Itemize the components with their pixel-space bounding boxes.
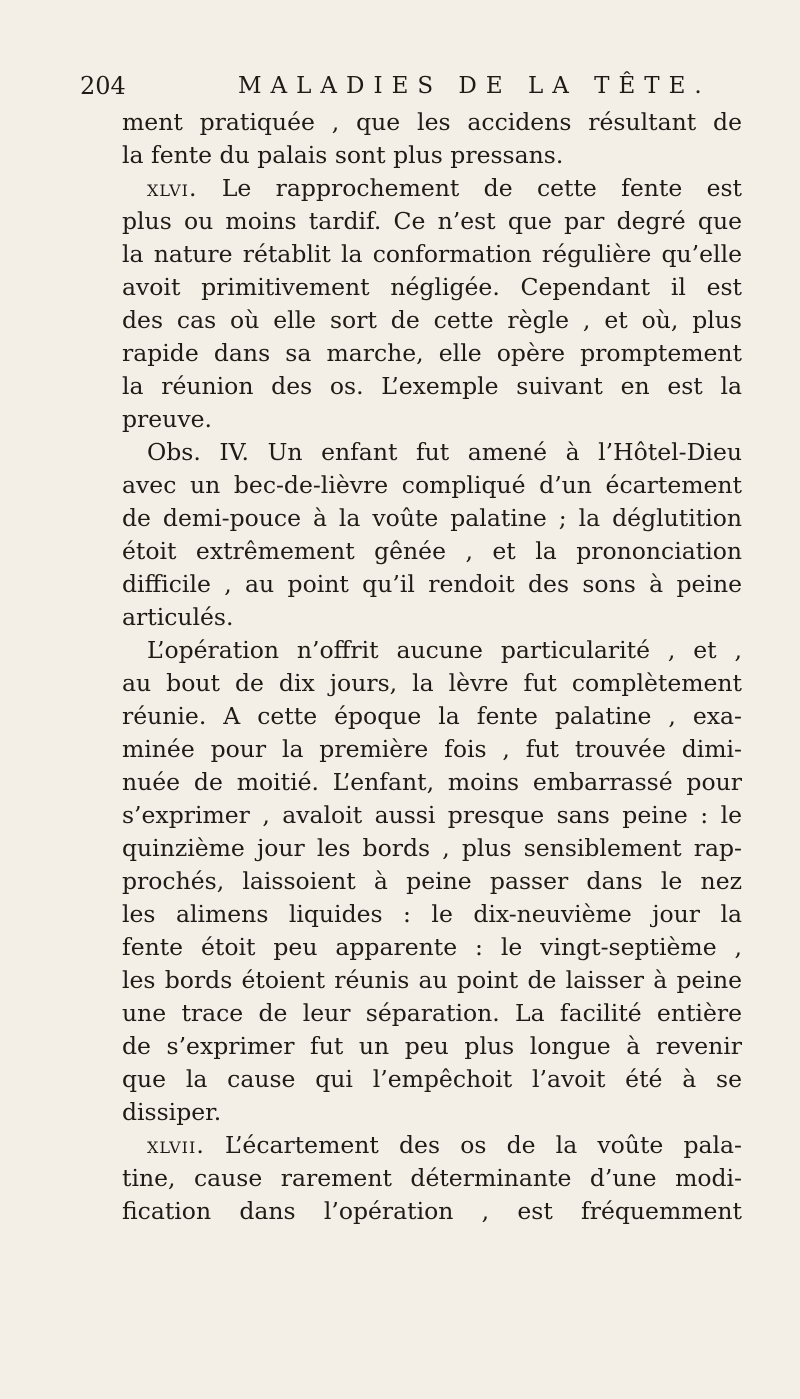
text-line: les alimens liquides : le dix-neuvième jour la xyxy=(122,900,742,928)
text-line: avec un bec-de-lièvre compliqué d’un écartement xyxy=(122,471,742,499)
text-line: que la cause qui l’empêchoit l’avoit été à se xyxy=(122,1065,742,1093)
text-line: ment pratiquée , que les accidens résultant de xyxy=(122,108,742,136)
text-line: la réunion des os. L’exemple suivant en est la xyxy=(122,372,742,400)
text-line: des cas où elle sort de cette règle , et où, plus xyxy=(122,306,742,334)
section-text: Le rapprochement de cette fente est xyxy=(221,174,742,202)
text-line: de demi-pouce à la voûte palatine ; la déglutition xyxy=(122,504,742,532)
text-line: tine, cause rarement déterminante d’une modi- xyxy=(122,1164,742,1192)
observation-line: Obs. IV. Un enfant fut amené à l’Hôtel-Dieu xyxy=(147,438,742,466)
section-number: xlvii. xyxy=(147,1131,205,1159)
text-line: difficile , au point qu’il rendoit des sons à peine xyxy=(122,570,742,598)
text-line: L’opération n’offrit aucune particularité , et , xyxy=(147,636,742,664)
running-title: MALADIES DE LA TÊTE. xyxy=(238,73,711,99)
text-line: quinzième jour les bords , plus sensiblement rap- xyxy=(122,834,742,862)
text-line: fication dans l’opération , est fréquemment xyxy=(122,1197,742,1225)
text-line: une trace de leur séparation. La facilité entière xyxy=(122,999,742,1027)
section-number: xlvi. xyxy=(147,174,198,202)
text-line: avoit primitivement négligée. Cependant il est xyxy=(122,273,742,301)
text-line: de s’exprimer fut un peu plus longue à revenir xyxy=(122,1032,742,1060)
text-line: plus ou moins tardif. Ce n’est que par degré que xyxy=(122,207,742,235)
text-line: nuée de moitié. L’enfant, moins embarrassé pour xyxy=(122,768,742,796)
text-line: preuve. xyxy=(122,405,212,433)
text-line: fente étoit peu apparente : le vingt-septième , xyxy=(122,933,742,961)
text-line: la fente du palais sont plus pressans. xyxy=(122,141,564,169)
text-line: réunie. A cette époque la fente palatine , exa- xyxy=(122,702,742,730)
text-line: prochés, laissoient à peine passer dans le nez xyxy=(122,867,742,895)
body-text xyxy=(122,106,742,1228)
text-line: articulés. xyxy=(122,603,234,631)
text-line: la nature rétablit la conformation régulière qu’elle xyxy=(122,240,742,268)
text-line: dissiper. xyxy=(122,1098,222,1126)
page-number: 204 xyxy=(80,72,126,100)
section-line xyxy=(122,1129,742,1162)
section-text: L’écartement des os de la voûte pala- xyxy=(224,1131,742,1159)
text-line: rapide dans sa marche, elle opère promptement xyxy=(122,339,742,367)
text-line: minée pour la première fois , fut trouvée dimi- xyxy=(122,735,742,763)
section-line xyxy=(122,172,742,205)
text-line: étoit extrêmement gênée , et la prononciation xyxy=(122,537,742,565)
running-head xyxy=(80,66,720,106)
text-line: les bords étoient réunis au point de laisser à peine xyxy=(122,966,742,994)
text-line: s’exprimer , avaloit aussi presque sans peine : le xyxy=(122,801,742,829)
text-line: au bout de dix jours, la lèvre fut complètement xyxy=(122,669,742,697)
